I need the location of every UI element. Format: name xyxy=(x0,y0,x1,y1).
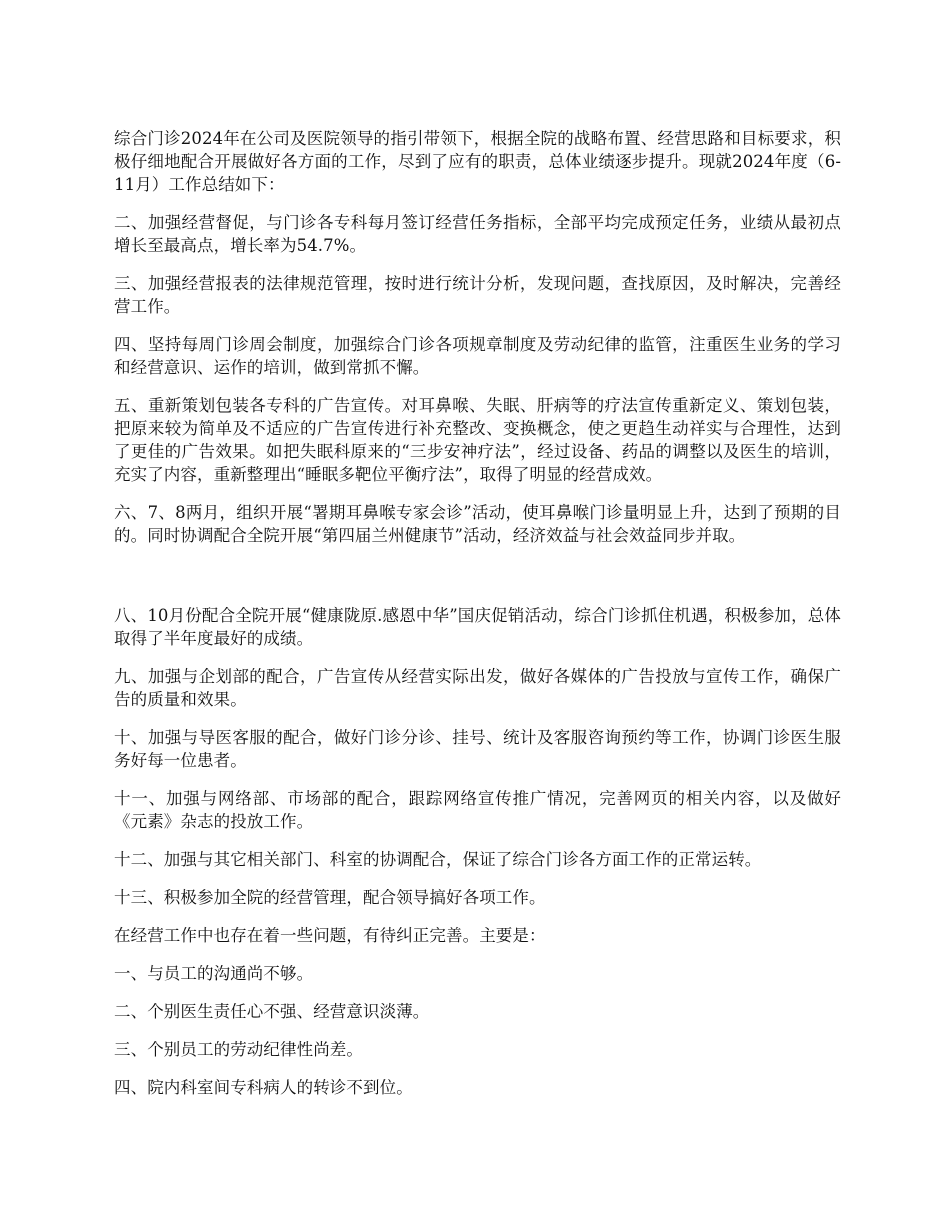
paragraph-item-10: 十、加强与导医客服的配合，做好门诊分诊、挂号、统计及客服咨询预约等工作，协调门诊医生服务好每一位患者。 xyxy=(114,728,841,770)
problem-item-1: 一、与员工的沟通尚不够。 xyxy=(114,964,314,983)
intro-paragraph: 综合门诊2024年在公司及医院领导的指引带领下，根据全院的战略布置、经营思路和目标要求，积极仔细地配合开展做好各方面的工作，尽到了应有的职责，总体业绩逐步提升。现就2024年度（6-11月）工作总结如下： xyxy=(114,129,841,194)
paragraph-gap xyxy=(114,562,841,604)
problems-intro: 在经营工作中也存在着一些问题，有待纠正完善。主要是： xyxy=(114,926,546,945)
paragraph-item-12: 十二、加强与其它相关部门、科室的协调配合，保证了综合门诊各方面工作的正常运转。 xyxy=(114,850,762,869)
paragraph-item-6: 六、7、8两月，组织开展“署期耳鼻喉专家会诊”活动，使耳鼻喉门诊量明显上升，达到了预期的目的。同时协调配合全院开展“第四届兰州健康节”活动，经济效益与社会效益同步并取。 xyxy=(114,503,841,545)
document-body xyxy=(114,127,841,1114)
problem-item-4: 四、院内科室间专科病人的转诊不到位。 xyxy=(114,1078,413,1097)
paragraph-item-13: 十三、积极参加全院的经营管理，配合领导搞好各项工作。 xyxy=(114,888,546,907)
paragraph-item-9: 九、加强与企划部的配合，广告宣传从经营实际出发，做好各媒体的广告投放与宣传工作，确保广告的质量和效果。 xyxy=(114,667,841,709)
paragraph-item-2: 二、加强经营督促，与门诊各专科每月签订经营任务指标，全部平均完成预定任务，业绩从最初点增长至最高点，增长率为54.7%。 xyxy=(114,213,841,255)
paragraph-item-11: 十一、加强与网络部、市场部的配合，跟踪网络宣传推广情况，完善网页的相关内容，以及做好《元素》杂志的投放工作。 xyxy=(114,789,841,831)
paragraph-item-5: 五、重新策划包装各专科的广告宣传。对耳鼻喉、失眠、肝病等的疗法宣传重新定义、策划包装，把原来较为简单及不适应的广告宣传进行补充整改、变换概念，使之更趋生动祥实与合理性，达到了更佳的广告效果。如把失眠科原来的“三步安神疗法”，经过设备、药品的调整以及医生的培训，充实了内容，重新整理出“睡眠多靶位平衡疗法”，取得了明显的经营成效。 xyxy=(114,396,841,484)
problem-item-2: 二、个别医生责任心不强、经营意识淡薄。 xyxy=(114,1002,430,1021)
paragraph-item-3: 三、加强经营报表的法律规范管理，按时进行统计分析，发现问题，查找原因，及时解决，完善经营工作。 xyxy=(114,274,841,316)
paragraph-item-8: 八、10月份配合全院开展“健康陇原.感恩中华”国庆促销活动，综合门诊抓住机遇，积极参加，总体取得了半年度最好的成绩。 xyxy=(114,606,841,648)
problem-item-3: 三、个别员工的劳动纪律性尚差。 xyxy=(114,1040,363,1059)
paragraph-item-4: 四、坚持每周门诊周会制度，加强综合门诊各项规章制度及劳动纪律的监管，注重医生业务的学习和经营意识、运作的培训，做到常抓不懈。 xyxy=(114,335,841,377)
